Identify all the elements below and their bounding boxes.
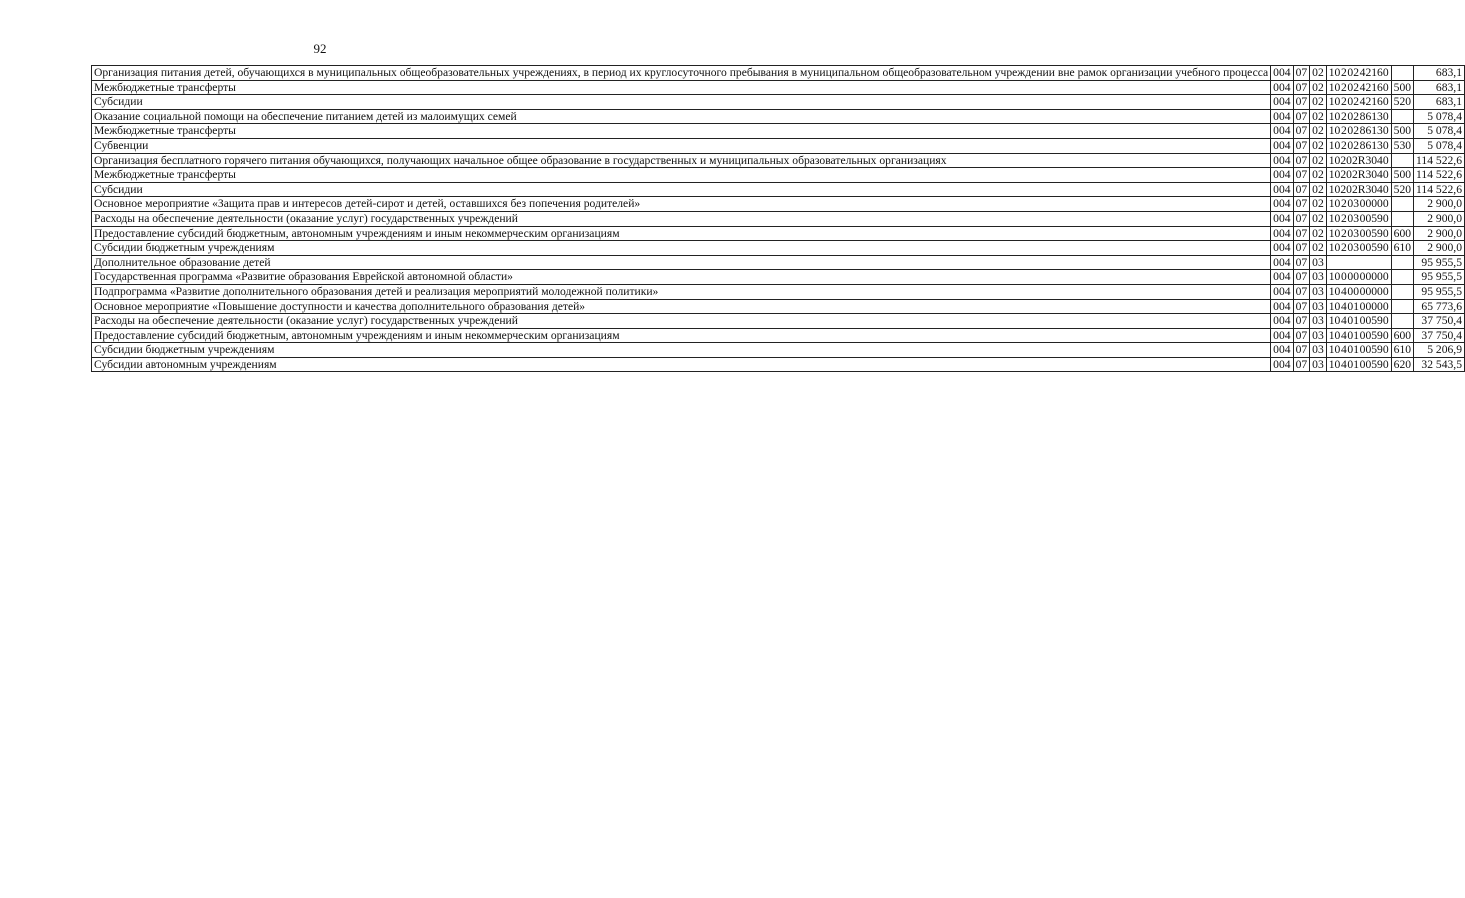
ministry-code-cell: 004: [1271, 66, 1293, 81]
section-code-cell: 07: [1293, 241, 1310, 256]
target-article-part: 02: [1347, 95, 1360, 109]
target-article-part: 2: [1340, 197, 1347, 211]
expense-type-cell: 500: [1391, 168, 1413, 183]
expense-type-cell: [1391, 314, 1413, 329]
row-name-cell: Дополнительное образование детей: [92, 255, 1271, 270]
row-name-cell: Расходы на обеспечение деятельности (оказание услуг) государственных учреждений: [92, 211, 1271, 226]
table-row: [92, 284, 1465, 299]
expense-type-cell: [1391, 109, 1413, 124]
target-article-part: 00590: [1359, 343, 1389, 357]
subsection-code-cell: 03: [1310, 357, 1327, 372]
target-article-part: 10: [1328, 284, 1341, 298]
target-article-part: 10: [1328, 153, 1341, 167]
target-article-part: 03: [1347, 241, 1360, 255]
amount-cell: 5 078,4: [1414, 138, 1465, 153]
target-article-parts: [1329, 227, 1389, 241]
expense-type-cell: 500: [1391, 124, 1413, 139]
table-row: [92, 270, 1465, 285]
expense-type-cell: [1391, 153, 1413, 168]
target-article-part: 00590: [1359, 314, 1389, 328]
ministry-code-cell: 004: [1271, 255, 1293, 270]
target-article-parts: [1329, 197, 1389, 211]
row-name-cell: Межбюджетные трансферты: [92, 168, 1271, 183]
budget-table: [91, 65, 1465, 372]
ministry-code-cell: 004: [1271, 124, 1293, 139]
target-article-part: 00590: [1359, 241, 1389, 255]
target-article-part: 00590: [1359, 226, 1389, 240]
target-article-cell: [1326, 182, 1391, 197]
subsection-code-cell: 03: [1310, 314, 1327, 329]
table-row: [92, 124, 1465, 139]
target-article-part: 4: [1340, 299, 1347, 313]
amount-cell: 5 078,4: [1414, 109, 1465, 124]
target-article-part: 2: [1340, 153, 1347, 167]
ministry-code-cell: 004: [1271, 197, 1293, 212]
subsection-code-cell: 02: [1310, 66, 1327, 81]
expense-type-cell: [1391, 211, 1413, 226]
target-article-part: 00000: [1359, 284, 1389, 298]
target-article-parts: [1329, 110, 1389, 124]
target-article-part: 10: [1328, 124, 1341, 138]
section-code-cell: 07: [1293, 314, 1310, 329]
target-article-parts: [1329, 168, 1389, 182]
amount-cell: 683,1: [1414, 66, 1465, 81]
subsection-code-cell: 02: [1310, 211, 1327, 226]
amount-cell: 114 522,6: [1414, 182, 1465, 197]
row-name-cell: Организация питания детей, обучающихся в муниципальных общеобразовательных учреждениях, в период их круглосуточного пребывания в муниципальном общеобразовательном учреждении вне рамок организации учебного процесса: [92, 66, 1271, 81]
expense-type-cell: 610: [1391, 241, 1413, 256]
target-article-cell: [1326, 211, 1391, 226]
ministry-code-cell: 004: [1271, 211, 1293, 226]
target-article-part: 10: [1328, 314, 1341, 328]
amount-cell: 114 522,6: [1414, 168, 1465, 183]
target-article-part: 2: [1340, 124, 1347, 138]
target-article-parts: [1329, 66, 1389, 80]
target-article-parts: [1329, 300, 1389, 314]
amount-cell: 2 900,0: [1414, 226, 1465, 241]
table-row: [92, 66, 1465, 81]
target-article-part: 00000: [1359, 197, 1389, 211]
target-article-parts: [1329, 314, 1389, 328]
target-article-part: 2: [1340, 226, 1347, 240]
amount-cell: 37 750,4: [1414, 328, 1465, 343]
expense-type-cell: 610: [1391, 343, 1413, 358]
target-article-part: 10: [1328, 66, 1341, 79]
section-code-cell: 07: [1293, 138, 1310, 153]
target-article-part: 02: [1346, 153, 1358, 167]
subsection-code-cell: 03: [1310, 284, 1327, 299]
ministry-code-cell: 004: [1271, 357, 1293, 372]
target-article-cell: [1326, 314, 1391, 329]
subsection-code-cell: 03: [1310, 328, 1327, 343]
target-article-part: 10: [1328, 138, 1341, 152]
target-article-part: 86130: [1359, 109, 1389, 123]
target-article-part: R3040: [1357, 168, 1389, 182]
target-article-part: 02: [1346, 168, 1358, 182]
page-number: 92: [313, 41, 327, 56]
amount-cell: 5 078,4: [1414, 124, 1465, 139]
expense-type-cell: 600: [1391, 226, 1413, 241]
row-name-cell: Субсидии: [92, 95, 1271, 110]
target-article-part: 10: [1328, 168, 1341, 182]
section-code-cell: 07: [1293, 66, 1310, 81]
target-article-part: 02: [1347, 66, 1360, 79]
amount-cell: 37 750,4: [1414, 314, 1465, 329]
section-code-cell: 07: [1293, 255, 1310, 270]
table-row: [92, 314, 1465, 329]
table-row: [92, 197, 1465, 212]
target-article-part: 01: [1347, 299, 1360, 313]
section-code-cell: 07: [1293, 109, 1310, 124]
target-article-part: 10: [1328, 328, 1341, 342]
target-article-parts: [1329, 329, 1389, 343]
ministry-code-cell: 004: [1271, 138, 1293, 153]
target-article-part: 10: [1328, 270, 1341, 284]
target-article-part: 02: [1347, 138, 1360, 152]
target-article-part: 10: [1328, 211, 1341, 225]
table-row: [92, 255, 1465, 270]
row-name-cell: Государственная программа «Развитие образования Еврейской автономной области»: [92, 270, 1271, 285]
table-row: [92, 299, 1465, 314]
target-article-part: 2: [1340, 168, 1347, 182]
section-code-cell: 07: [1293, 211, 1310, 226]
target-article-part: 01: [1347, 328, 1360, 342]
budget-table-body: [92, 66, 1465, 372]
expense-type-cell: 520: [1391, 182, 1413, 197]
section-code-cell: 07: [1293, 299, 1310, 314]
expense-type-cell: 600: [1391, 328, 1413, 343]
target-article-parts: [1329, 212, 1389, 226]
row-name-cell: Основное мероприятие «Защита прав и интересов детей-сирот и детей, оставшихся без попечения родителей»: [92, 197, 1271, 212]
target-article-part: 02: [1347, 124, 1360, 138]
subsection-code-cell: 03: [1310, 343, 1327, 358]
ministry-code-cell: 004: [1271, 270, 1293, 285]
subsection-code-cell: 02: [1310, 153, 1327, 168]
table-row: [92, 226, 1465, 241]
section-code-cell: 07: [1293, 80, 1310, 95]
amount-cell: 2 900,0: [1414, 241, 1465, 256]
expense-type-cell: 500: [1391, 80, 1413, 95]
target-article-parts: [1329, 183, 1389, 197]
target-article-part: 10: [1328, 95, 1341, 109]
target-article-part: 03: [1347, 226, 1360, 240]
table-row: [92, 357, 1465, 372]
target-article-part: 02: [1347, 80, 1360, 94]
target-article-parts: [1329, 124, 1389, 138]
target-article-part: 00590: [1359, 328, 1389, 342]
table-row: [92, 168, 1465, 183]
subsection-code-cell: 02: [1310, 80, 1327, 95]
subsection-code-cell: 02: [1310, 168, 1327, 183]
target-article-cell: [1326, 109, 1391, 124]
section-code-cell: 07: [1293, 168, 1310, 183]
target-article-part: 03: [1347, 197, 1360, 211]
amount-cell: 2 900,0: [1414, 211, 1465, 226]
subsection-code-cell: 02: [1310, 197, 1327, 212]
target-article-parts: [1329, 285, 1389, 299]
expense-type-cell: [1391, 66, 1413, 81]
row-name-cell: Субсидии: [92, 182, 1271, 197]
ministry-code-cell: 004: [1271, 153, 1293, 168]
target-article-part: R3040: [1357, 153, 1389, 167]
target-article-part: 01: [1347, 357, 1360, 371]
target-article-parts: [1329, 81, 1389, 95]
ministry-code-cell: 004: [1271, 168, 1293, 183]
target-article-part: 00: [1347, 284, 1360, 298]
table-row: [92, 328, 1465, 343]
target-article-part: 2: [1340, 80, 1347, 94]
target-article-cell: [1326, 226, 1391, 241]
target-article-part: 42160: [1359, 66, 1389, 79]
section-code-cell: 07: [1293, 226, 1310, 241]
target-article-cell: [1326, 299, 1391, 314]
target-article-cell: [1326, 343, 1391, 358]
amount-cell: 95 955,5: [1414, 270, 1465, 285]
section-code-cell: 07: [1293, 328, 1310, 343]
target-article-cell: [1326, 153, 1391, 168]
target-article-part: 4: [1340, 328, 1347, 342]
section-code-cell: 07: [1293, 270, 1310, 285]
amount-cell: 114 522,6: [1414, 153, 1465, 168]
target-article-parts: [1329, 154, 1389, 168]
row-name-cell: Подпрограмма «Развитие дополнительного образования детей и реализация мероприятий молодежной политики»: [92, 284, 1271, 299]
target-article-part: 42160: [1359, 95, 1389, 109]
subsection-code-cell: 03: [1310, 255, 1327, 270]
subsection-code-cell: 02: [1310, 95, 1327, 110]
subsection-code-cell: 02: [1310, 182, 1327, 197]
subsection-code-cell: 02: [1310, 124, 1327, 139]
target-article-parts: [1329, 270, 1389, 284]
subsection-code-cell: 03: [1310, 299, 1327, 314]
row-name-cell: Предоставление субсидий бюджетным, автономным учреждениям и иным некоммерческим организациям: [92, 226, 1271, 241]
table-row: [92, 241, 1465, 256]
target-article-part: 03: [1347, 211, 1360, 225]
target-article-part: 10: [1328, 241, 1341, 255]
amount-cell: 683,1: [1414, 95, 1465, 110]
ministry-code-cell: 004: [1271, 182, 1293, 197]
target-article-part: 01: [1347, 343, 1360, 357]
table-row: [92, 343, 1465, 358]
subsection-code-cell: 02: [1310, 138, 1327, 153]
ministry-code-cell: 004: [1271, 328, 1293, 343]
section-code-cell: 07: [1293, 343, 1310, 358]
target-article-part: 10: [1328, 109, 1341, 123]
target-article-parts: [1329, 358, 1389, 372]
target-article-part: 10: [1328, 357, 1341, 371]
target-article-part: 4: [1340, 343, 1347, 357]
target-article-part: 00: [1347, 270, 1360, 284]
target-article-part: 10: [1328, 299, 1341, 313]
target-article-cell: [1326, 197, 1391, 212]
target-article-cell: [1326, 138, 1391, 153]
target-article-parts: [1329, 139, 1389, 153]
target-article-part: 4: [1340, 284, 1347, 298]
target-article-part: 00590: [1359, 211, 1389, 225]
target-article-part: 2: [1340, 211, 1347, 225]
target-article-cell: [1326, 80, 1391, 95]
amount-cell: 5 206,9: [1414, 343, 1465, 358]
expense-type-cell: 620: [1391, 357, 1413, 372]
target-article-part: 2: [1340, 138, 1347, 152]
target-article-part: R3040: [1357, 182, 1389, 196]
expense-type-cell: 530: [1391, 138, 1413, 153]
section-code-cell: 07: [1293, 124, 1310, 139]
target-article-parts: [1329, 241, 1389, 255]
target-article-part: 4: [1340, 314, 1347, 328]
target-article-cell: [1326, 95, 1391, 110]
target-article-part: 10: [1328, 182, 1341, 196]
ministry-code-cell: 004: [1271, 284, 1293, 299]
amount-cell: 683,1: [1414, 80, 1465, 95]
expense-type-cell: [1391, 284, 1413, 299]
expense-type-cell: 520: [1391, 95, 1413, 110]
target-article-parts: [1329, 343, 1389, 357]
target-article-cell: [1326, 124, 1391, 139]
target-article-cell: [1326, 241, 1391, 256]
target-article-part: 10: [1328, 343, 1341, 357]
table-row: [92, 153, 1465, 168]
target-article-cell: [1326, 168, 1391, 183]
target-article-part: 2: [1340, 182, 1347, 196]
target-article-part: 00000: [1359, 270, 1389, 284]
target-article-part: 2: [1340, 109, 1347, 123]
target-article-part: 4: [1340, 357, 1347, 371]
target-article-part: 00000: [1359, 299, 1389, 313]
ministry-code-cell: 004: [1271, 343, 1293, 358]
ministry-code-cell: 004: [1271, 241, 1293, 256]
target-article-part: 2: [1340, 241, 1347, 255]
subsection-code-cell: 02: [1310, 109, 1327, 124]
amount-cell: 95 955,5: [1414, 284, 1465, 299]
target-article-part: 2: [1340, 95, 1347, 109]
expense-type-cell: [1391, 299, 1413, 314]
target-article-part: 10: [1328, 226, 1341, 240]
expense-type-cell: [1391, 270, 1413, 285]
ministry-code-cell: 004: [1271, 109, 1293, 124]
ministry-code-cell: 004: [1271, 80, 1293, 95]
target-article-part: 10: [1328, 80, 1341, 94]
target-article-cell: [1326, 328, 1391, 343]
table-row: [92, 182, 1465, 197]
section-code-cell: 07: [1293, 357, 1310, 372]
target-article-cell: [1326, 270, 1391, 285]
row-name-cell: Субсидии бюджетным учреждениям: [92, 343, 1271, 358]
target-article-part: 86130: [1359, 138, 1389, 152]
section-code-cell: 07: [1293, 153, 1310, 168]
expense-type-cell: [1391, 255, 1413, 270]
target-article-part: 00590: [1359, 357, 1389, 371]
ministry-code-cell: 004: [1271, 95, 1293, 110]
table-row: [92, 211, 1465, 226]
target-article-parts: [1329, 95, 1389, 109]
target-article-part: 10: [1328, 197, 1341, 211]
section-code-cell: 07: [1293, 197, 1310, 212]
subsection-code-cell: 02: [1310, 241, 1327, 256]
subsection-code-cell: 02: [1310, 226, 1327, 241]
ministry-code-cell: 004: [1271, 314, 1293, 329]
row-name-cell: Субсидии автономным учреждениям: [92, 357, 1271, 372]
target-article-cell: [1326, 357, 1391, 372]
row-name-cell: Предоставление субсидий бюджетным, автономным учреждениям и иным некоммерческим организациям: [92, 328, 1271, 343]
table-row: [92, 138, 1465, 153]
table-row: [92, 80, 1465, 95]
ministry-code-cell: 004: [1271, 299, 1293, 314]
target-article-part: 86130: [1359, 124, 1389, 138]
row-name-cell: Основное мероприятие «Повышение доступности и качества дополнительного образования детей»: [92, 299, 1271, 314]
target-article-part: 01: [1347, 314, 1360, 328]
amount-cell: 65 773,6: [1414, 299, 1465, 314]
target-article-part: 42160: [1359, 80, 1389, 94]
table-row: [92, 109, 1465, 124]
target-article-cell: [1326, 284, 1391, 299]
section-code-cell: 07: [1293, 95, 1310, 110]
subsection-code-cell: 03: [1310, 270, 1327, 285]
expense-type-cell: [1391, 197, 1413, 212]
amount-cell: 32 543,5: [1414, 357, 1465, 372]
target-article-part: 2: [1340, 66, 1347, 79]
amount-cell: 2 900,0: [1414, 197, 1465, 212]
ministry-code-cell: 004: [1271, 226, 1293, 241]
amount-cell: 95 955,5: [1414, 255, 1465, 270]
table-row: [92, 95, 1465, 110]
row-name-cell: Расходы на обеспечение деятельности (оказание услуг) государственных учреждений: [92, 314, 1271, 329]
row-name-cell: Оказание социальной помощи на обеспечение питанием детей из малоимущих семей: [92, 109, 1271, 124]
row-name-cell: Межбюджетные трансферты: [92, 80, 1271, 95]
target-article-part: 0: [1340, 270, 1347, 284]
target-article-part: 02: [1346, 182, 1358, 196]
target-article-cell: [1326, 255, 1391, 270]
row-name-cell: Организация бесплатного горячего питания обучающихся, получающих начальное общее образование в государственных и муниципальных образовательных организациях: [92, 153, 1271, 168]
row-name-cell: Субвенции: [92, 138, 1271, 153]
row-name-cell: Межбюджетные трансферты: [92, 124, 1271, 139]
target-article-cell: [1326, 66, 1391, 81]
section-code-cell: 07: [1293, 284, 1310, 299]
section-code-cell: 07: [1293, 182, 1310, 197]
row-name-cell: Субсидии бюджетным учреждениям: [92, 241, 1271, 256]
target-article-part: 02: [1347, 109, 1360, 123]
